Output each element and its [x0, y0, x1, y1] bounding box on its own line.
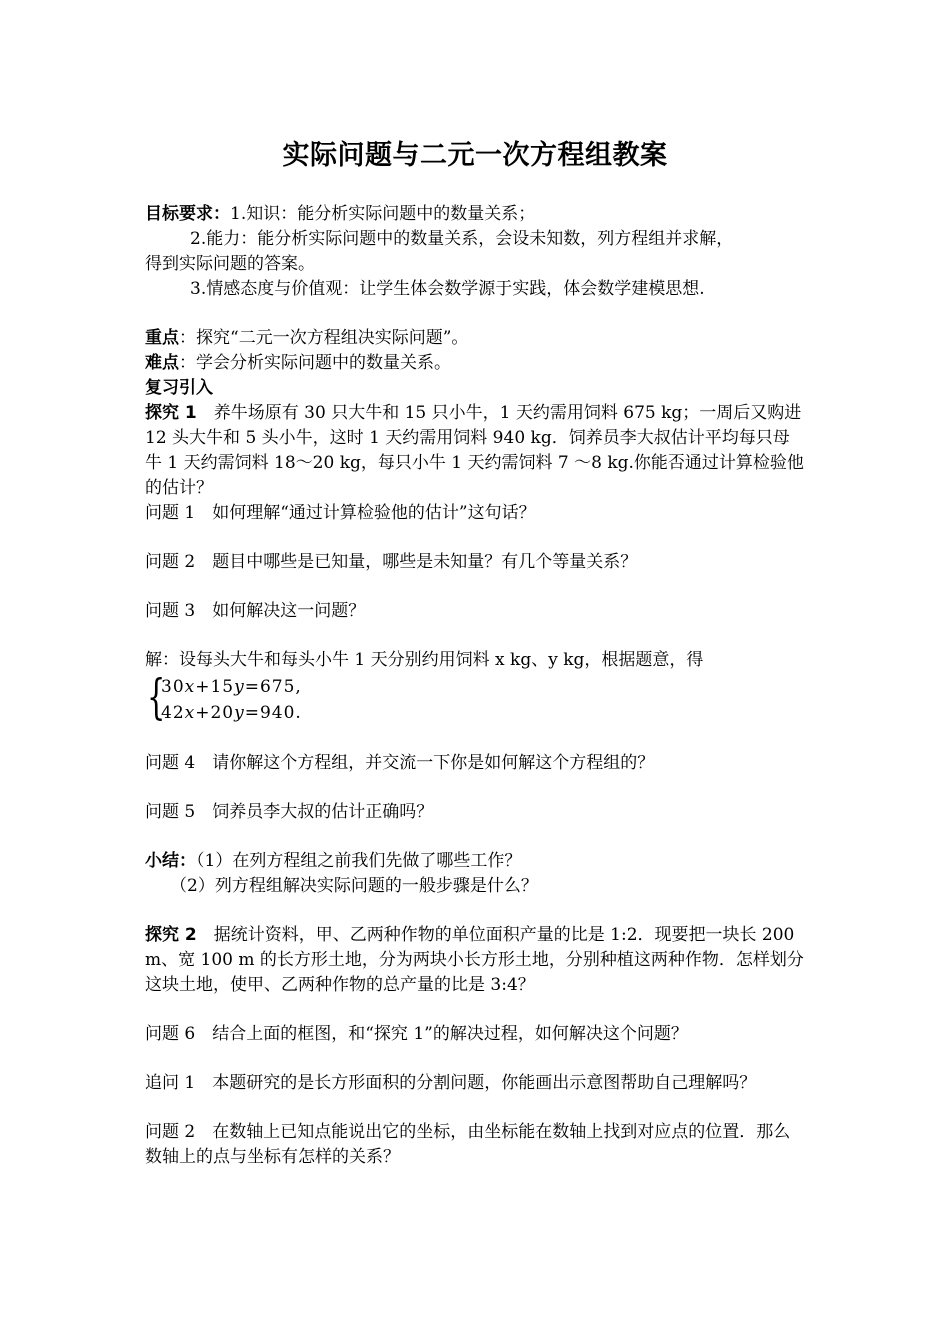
follow-up-1: 追问 1 本题研究的是长方形面积的分割问题，你能画出示意图帮助自己理解吗？ [145, 1073, 757, 1093]
summary-label: 小结： [145, 851, 196, 871]
goal-item-2b: 得到实际问题的答案。 [145, 254, 315, 274]
question-2: 问题 2 题目中哪些是已知量，哪些是未知量？有几个等量关系？ [145, 552, 638, 572]
explore-2-label: 探究 2 [145, 925, 197, 945]
question-6: 问题 6 结合上面的框图，和“探究 1”的解决过程，如何解决这个问题？ [145, 1024, 688, 1044]
goal-item-3: 3.情感态度与价值观：让学生体会数学源于实践，体会数学建模思想. [190, 279, 705, 299]
goal-item-2a: 2.能力：能分析实际问题中的数量关系，会设未知数，列方程组并求解， [190, 229, 734, 249]
document-title: 实际问题与二元一次方程组教案 [282, 140, 668, 171]
summary-item-2: （2）列方程组解决实际问题的一般步骤是什么？ [170, 876, 538, 896]
goals-line-1 [145, 202, 805, 227]
question-5: 问题 5 饲养员李大叔的估计正确吗？ [145, 802, 434, 822]
key-point-label: 重点 [145, 328, 179, 348]
review-heading: 复习引入 [145, 378, 213, 398]
summary-item-1: （1）在列方程组之前我们先做了哪些工作？ [196, 851, 522, 871]
summary-line-1 [145, 849, 805, 874]
question-2-number-line: 问题 2 在数轴上已知点能说出它的坐标，由坐标能在数轴上找到对应点的位置．那么数轴上的点与坐标有怎样的关系？ [145, 1122, 791, 1167]
explore-2-text: 据统计资料，甲、乙两种作物的单位面积产量的比是 1:2．现要把一块长 200 m、宽 100 m 的长方形土地，分为两块小长方形土地，分别种植这两种作物．怎样划分这块土地，使甲、乙两种作物的总产量的比是 3:4？ [145, 925, 804, 995]
question-1: 问题 1 如何理解“通过计算检验他的估计”这句话？ [145, 503, 536, 523]
question-4: 问题 4 请你解这个方程组，并交流一下你是如何解这个方程组的？ [145, 753, 655, 773]
explore-1-text: 养牛场原有 30 只大牛和 15 只小牛，1 天约需用饲料 675 kg；一周后又购进 12 头大牛和 5 头小牛，这时 1 天约需用饲料 940 kg．饲养员李大叔估计平均每只母牛 1 天约需饲料 18～20 kg，每只小牛 1 天约需饲料 7 ～8 kg.你能否通过计算检验他的估计？ [145, 403, 804, 498]
explore-2 [145, 923, 805, 998]
difficulty-label: 难点 [145, 353, 179, 373]
equation-1: 30x+15y=675, [161, 677, 302, 697]
explore-1-label: 探究 1 [145, 403, 197, 423]
difficulty-text: ：学会分析实际问题中的数量关系。 [179, 353, 451, 373]
equation-system [147, 669, 327, 727]
key-point [145, 326, 805, 351]
goal-item-1: 1.知识：能分析实际问题中的数量关系； [230, 204, 536, 224]
question-3: 问题 3 如何解决这一问题？ [145, 601, 366, 621]
difficulty [145, 351, 805, 376]
equation-2: 42x+20y=940. [161, 703, 302, 723]
explore-1 [145, 401, 805, 501]
left-brace: { [147, 669, 166, 725]
key-point-text: ：探究“二元一次方程组决实际问题”。 [179, 328, 469, 348]
document-body [145, 202, 805, 1170]
goals-label: 目标要求： [145, 204, 230, 224]
solution-intro: 解：设每头大牛和每头小牛 1 天分别约用饲料 x kg、y kg，根据题意，得 [145, 650, 704, 670]
